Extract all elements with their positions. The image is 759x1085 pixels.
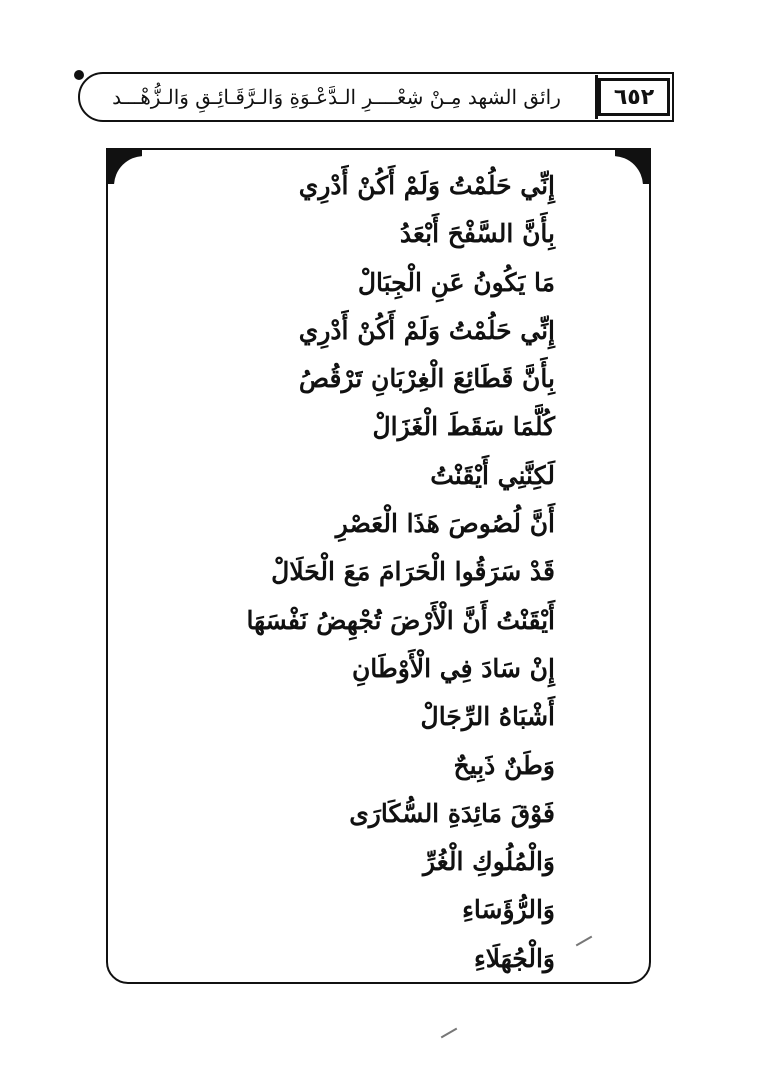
verse-line: إِنِّي حَلُمْتُ وَلَمْ أَكُنْ أَدْرِي bbox=[298, 171, 555, 200]
frame-corner-top-right bbox=[615, 148, 651, 184]
verse-line: فَوْقَ مَائِدَةِ السُّكَارَى bbox=[349, 798, 555, 828]
verse-line: أَشْبَاهُ الرِّجَالْ bbox=[420, 702, 555, 732]
scan-speck bbox=[441, 1028, 458, 1039]
frame-corner-top-left bbox=[106, 148, 142, 184]
verse-line: كُلَّمَا سَقَطَ الْغَزَالْ bbox=[372, 412, 555, 442]
verse-line: وَالرُّؤَسَاءِ bbox=[462, 895, 555, 925]
page-number: ٦٥٢ bbox=[598, 78, 670, 116]
verse-line: أَيْقَنْتُ أَنَّ الْأَرْضَ تُجْهِضُ نَفْسَهَا bbox=[246, 605, 555, 635]
verse-line: وَالْمُلُوكِ الْغُرِّ bbox=[422, 847, 555, 877]
header-divider bbox=[595, 75, 598, 119]
verse-line: أَنَّ لُصُوصَ هَذَا الْعَصْرِ bbox=[335, 509, 555, 539]
verse-line: لَكِنَّنِي أَيْقَنْتُ bbox=[430, 460, 555, 490]
verse-line: مَا يَكُونُ عَنِ الْجِبَالْ bbox=[357, 267, 555, 297]
running-title: رائق الشهد مِـنْ شِعْــــرِ الـدَّعْـوَةِ وَالـرَّقَـائِـقِ وَالـزُّهْـــد bbox=[112, 85, 561, 109]
page-header bbox=[78, 72, 674, 122]
verse-line: قَدْ سَرَقُوا الْحَرَامَ مَعَ الْحَلَالْ bbox=[271, 557, 555, 587]
verse-line: وَطَنٌ ذَبِيحٌ bbox=[453, 750, 555, 780]
verse-line: إِنْ سَادَ فِي الْأَوْطَانِ bbox=[351, 653, 555, 683]
verse-line: بِأَنَّ السَّفْحَ أَبْعَدُ bbox=[399, 219, 555, 249]
header-corner-ornament bbox=[74, 70, 84, 80]
verse-line: بِأَنَّ قَطَائِعَ الْغِرْبَانِ تَرْقُصُ bbox=[298, 364, 555, 394]
verse-line: إِنِّي حَلُمْتُ وَلَمْ أَكُنْ أَدْرِي bbox=[298, 315, 555, 345]
verse-line: وَالْجُهَلَاءِ bbox=[474, 943, 555, 973]
poem-verses bbox=[155, 165, 555, 986]
